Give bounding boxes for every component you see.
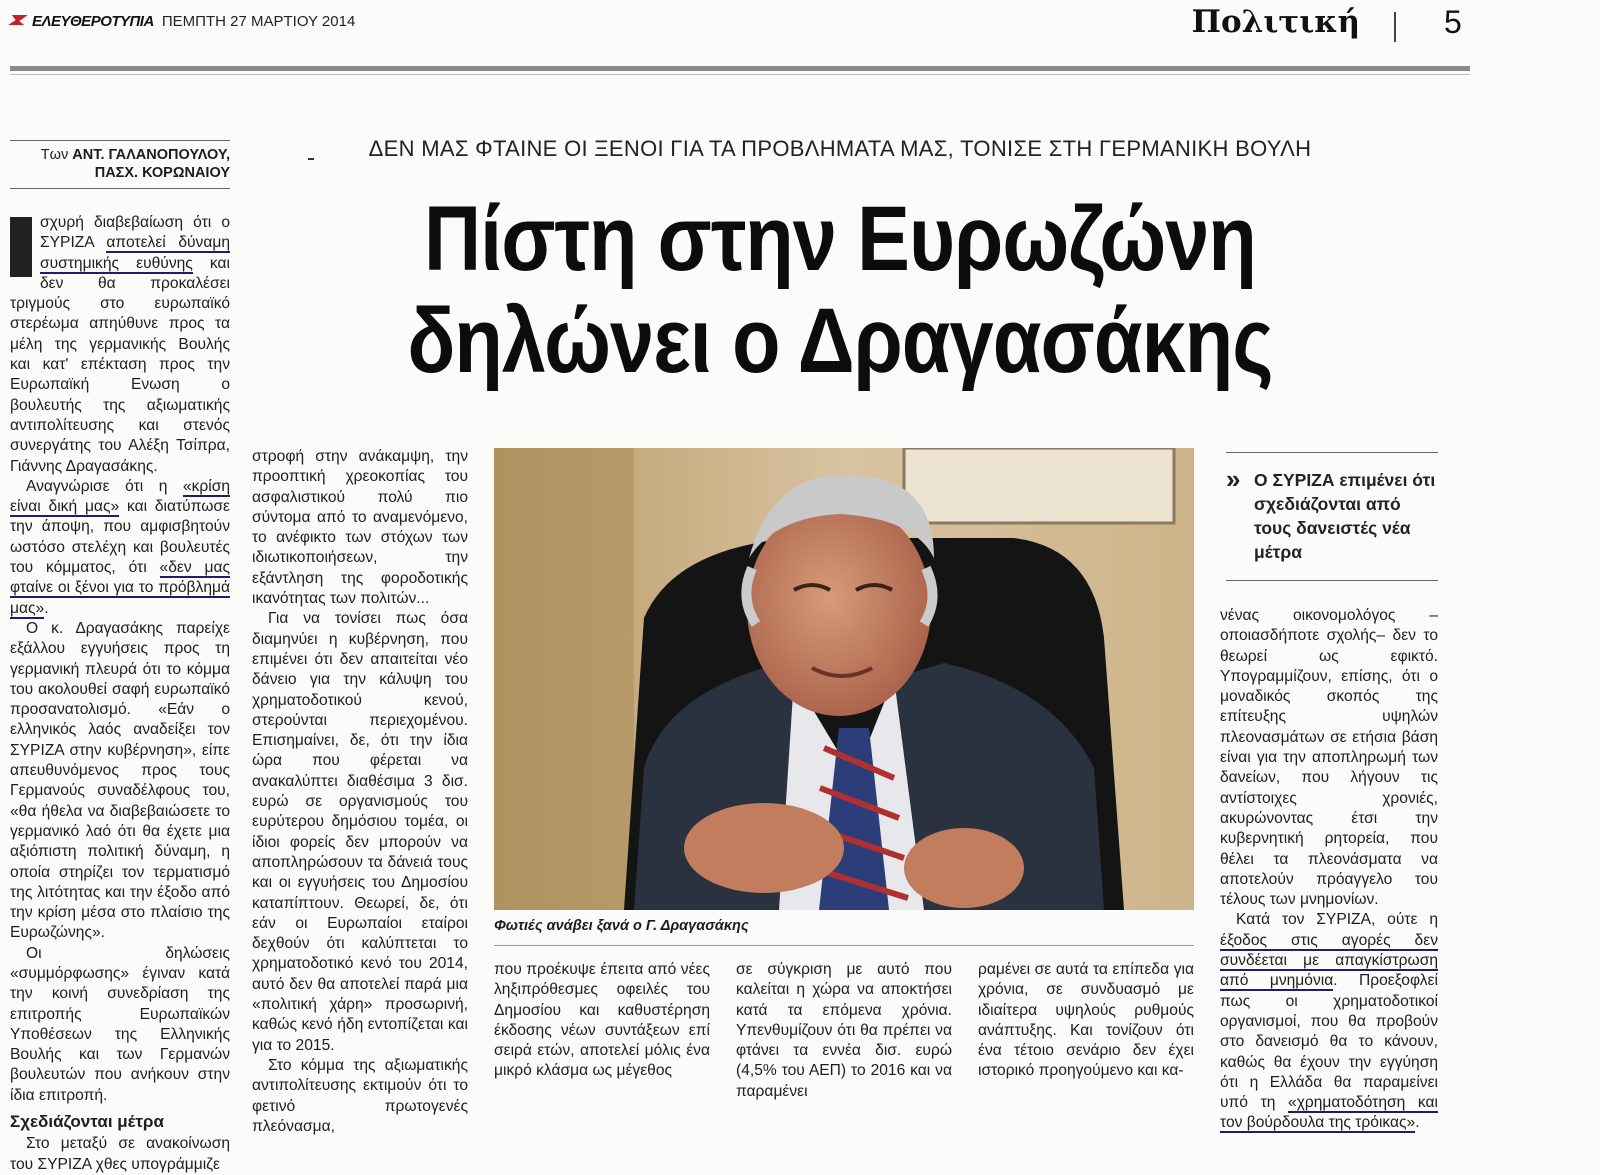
paragraph: ραμένει σε αυτά τα επίπεδα για χρόνια, σε συνδυασμό με ιδιαίτερα υψηλούς ρυθμούς ανάπτυξης. Και τονίζουν ότι ένα τέτοιο σενάριο δεν έχει ιστορικό προηγούμενο και κα- <box>978 961 1194 1080</box>
paragraph: Αναγνώρισε ότι η «κρίση είναι δική μας» και διατύπωσε την άποψη, που αμφισβητούν ωστόσο στελέχη και βουλευτές του κόμματος, ότι «δεν μας φταίνε οι ξένοι για το πρόβλημά μας». <box>10 477 231 617</box>
underlined-phrase: αποτελεί δύναμη συστημικής ευθύνης <box>40 234 231 272</box>
paragraph: που προέκυψε έπειτα από νέες ληξιπρόθεσμες οφειλές του Δημοσίου και καθυστέρηση έκδοσης νέων συντάξεων επί σειρά ετών, αποτελεί μόλις ένα μικρό κλάσμα ως μέγεθος <box>494 961 710 1080</box>
article-photo <box>494 448 1194 910</box>
byline-author-1: ΑΝΤ. ΓΑΛΑΝΟΠΟΥΛΟΥ, <box>72 147 230 163</box>
header-rule <box>10 66 1470 71</box>
page-number: 5 <box>1444 4 1462 40</box>
photo-caption: Φωτιές ανάβει ξανά ο Γ. Δραγασάκης <box>494 918 749 934</box>
paragraph: Κατά τον ΣΥΡΙΖΑ, ούτε η έξοδος στις αγορές δεν συνδέεται με απαγκίστρωση από μνημόνια. Προεξοφλεί πως οι χρηματοδοτικοί οργανισμοί, που θα προβούν στο δανεισμό θα το κάνουν, καθώς θα έχουν την εγγύηση ότι η Ελλάδα θα παραμείνει υπό τη «χρηματοδότηση και τον βούρδουλα της τρόικας». <box>1220 911 1439 1132</box>
byline-author-2: ΠΑΣΧ. ΚΟΡΩΝΑΙΟΥ <box>94 165 230 181</box>
byline-rule-bottom <box>10 188 230 189</box>
paragraph: Για να τονίσει πως όσα διαμηνύει η κυβέρνηση, που επιμένει ότι δεν απαιτείται νέο δάνειο για την κάλυψη του χρηματοδοτικού κενού, στερούνται περιεχομένου. Επισημαίνει, δε, ότι την ίδια ώρα που φέρεται να ανακαλύπτει διαθέσιμα 3 δισ. ευρώ σε οργανισμούς του ευρύτερου δημόσιου τομέα, οι ίδιοι φορείς δεν μπορούν να αποπληρώσουν τα δάνειά τους και οι εγγυήσεις του Δημοσίου καταπίπτουν. Θεωρεί, δε, ότι εάν οι Ευρωπαίοι εταίροι δεχθούν ότι καλύπτεται το χρηματοδοτικό κενό του 2014, αυτό δεν θα αποτελεί παρά μια «πολιτική χάρη» προσωρινή, καθώς κενό ήδη εντοπίζεται και για το 2015. <box>252 610 468 1054</box>
article-column-1 <box>10 213 230 1175</box>
headline-line-2: δηλώνει ο Δραγασάκης <box>407 290 1273 392</box>
paragraph: σχυρή διαβεβαίωση ότι ο ΣΥΡΙΖΑ αποτελεί δύναμη συστημικής ευθύνης και δεν θα προκαλέσει τριγμούς στο ευρωπαϊκό στερέωμα απηύθυνε προς τα μέλη της γερμανικής Βουλής και κατ' επέκταση προς την Ευρωπαϊκή Ενωση ο βουλευτής της αξιωματικής αντιπολίτευσης και στενός συνεργάτης του Αλέξη Τσίπρα, Γιάννης Δραγασάκης. <box>10 214 231 475</box>
newspaper-logo-icon <box>8 14 30 28</box>
underlined-phrase: «δεν μας φταίνε οι ξένοι για το πρόβλημά μας» <box>10 559 231 617</box>
paragraph: σε σύγκριση με αυτό που καλείται η χώρα να αποκτήσει κατά τα επόμενα χρόνια. Υπενθυμίζουν ότι θα πρέπει να φτάνει τα εννέα δισ. ευρώ (4,5% του ΑΕΠ) το 2016 και να παραμένει <box>736 961 952 1100</box>
headline-line-1: Πίστη στην Ευρωζώνη <box>423 188 1257 290</box>
byline-prefix: Των <box>40 147 69 163</box>
section-title: Πολιτική <box>1191 4 1360 40</box>
subheading: Σχεδιάζονται μέτρα <box>10 1112 164 1132</box>
newspaper-logo: ΕΛΕΥΘΕΡΟΤΥΠΙΑ <box>32 12 154 30</box>
paragraph: Οι δηλώσεις «συμμόρφωσης» έγιναν κατά την κοινή συνεδρίαση της επιτροπής Ευρωπαϊκών Υποθέσεων της Ελληνικής Βουλής και των Γερμανών βουλευτών που ανήκουν στην ίδια επιτροπή. <box>10 944 230 1104</box>
pull-quote-rule-top <box>1226 452 1438 453</box>
kicker: ΔΕΝ ΜΑΣ ΦΤΑΙΝΕ ΟΙ ΞΕΝΟΙ ΓΙΑ ΤΑ ΠΡΟΒΛΗΜΑΤΑ ΜΑΣ, ΤΟΝΙΣΕ ΣΤΗ ΓΕΡΜΑΝΙΚΗ ΒΟΥΛΗ <box>368 136 1312 161</box>
pull-quote-rule-bottom <box>1226 580 1438 581</box>
caption-rule <box>494 945 1194 946</box>
underlined-phrase: «κρίση είναι δική μας» <box>10 477 230 516</box>
article-column-5 <box>978 960 1194 1082</box>
byline-rule-top <box>10 140 230 141</box>
section-divider <box>1394 12 1396 42</box>
article-column-3 <box>494 960 710 1082</box>
underlined-phrase: «χρηματοδότηση και τον βούρδουλα της τρόικας» <box>1220 1094 1438 1132</box>
drop-cap <box>10 217 32 277</box>
paragraph: Ο κ. Δραγασάκης παρείχε εξάλλου εγγυήσεις προς τη γερμανική πλευρά ότι το κόμμα του ακολουθεί σαφή ευρωπαϊκό προσανατολισμό. «Εάν ο ελληνικός λαός αναδείξει τον ΣΥΡΙΖΑ στην κυβέρνηση», είπε απευθυνόμενος προς τους Γερμανούς συναδέλφους του, «θα ήθελα να διαβεβαιώσετε το γερμανικό λαό ότι θα έχετε μια αξιόπιστη πολιτική δύναμη, η οποία στηρίζει τον τερματισμό της λιτότητας και την έξοδο από την κρίση μέσα στο πλαίσιο της Ευρωζώνης». <box>10 619 230 942</box>
article-column-4 <box>736 960 952 1102</box>
header-rule-thin <box>10 74 1470 75</box>
article-column-2 <box>252 447 468 1137</box>
article-column-6 <box>1220 606 1438 1134</box>
byline <box>10 146 230 182</box>
pull-quote: Ο ΣΥΡΙΖΑ επιμένει ότι σχεδιάζονται από τους δανειστές νέα μέτρα <box>1254 470 1436 562</box>
masthead <box>8 10 355 32</box>
paragraph: Στο κόμμα της αξιωματικής αντιπολίτευσης εκτιμούν ότι το φετινό πρωτογενές πλεόνασμα, <box>252 1056 468 1135</box>
underlined-phrase: έξοδος στις αγορές δεν συνδέεται με απαγκίστρωση από μνημόνια <box>1220 931 1438 990</box>
issue-date: ΠΕΜΠΤΗ 27 ΜΑΡΤΙΟΥ 2014 <box>161 12 356 30</box>
paragraph: στροφή στην ανάκαμψη, την προοπτική χρεοκοπίας του ασφαλιστικού πολύ πιο σύντομα από το αναμενόμενο, το ανέφικτο των στόχων των ιδιωτικοποιήσεων, την εξάντληση της φοροδοτικής ικανότητας των πολιτών... <box>252 448 468 608</box>
double-chevron-icon: » <box>1226 464 1241 494</box>
paragraph: νένας οικονομολόγος –οποιασδήποτε σχολής– δεν το θεωρεί ως εφικτό. Υπογραμμίζουν, επίσης, ότι ο μοναδικός σκοπός της επίτευξης υψηλών πλεονασμάτων σε ετήσια βάση είναι για την αποπληρωμή των δανείων, που λήγουν τις αντίστοιχες χρονιές, ακυρώνοντας έτσι την κυβερνητική ρητορεία, που θέλει τα πλεονάσματα να αποτελούν πρόαγγελο του τέλους των μνημονίων. <box>1220 607 1438 909</box>
headline <box>376 188 1305 392</box>
paragraph: Στο μεταξύ σε ανακοίνωση του ΣΥΡΙΖΑ χθες υπογράμμιζε <box>10 1135 230 1173</box>
